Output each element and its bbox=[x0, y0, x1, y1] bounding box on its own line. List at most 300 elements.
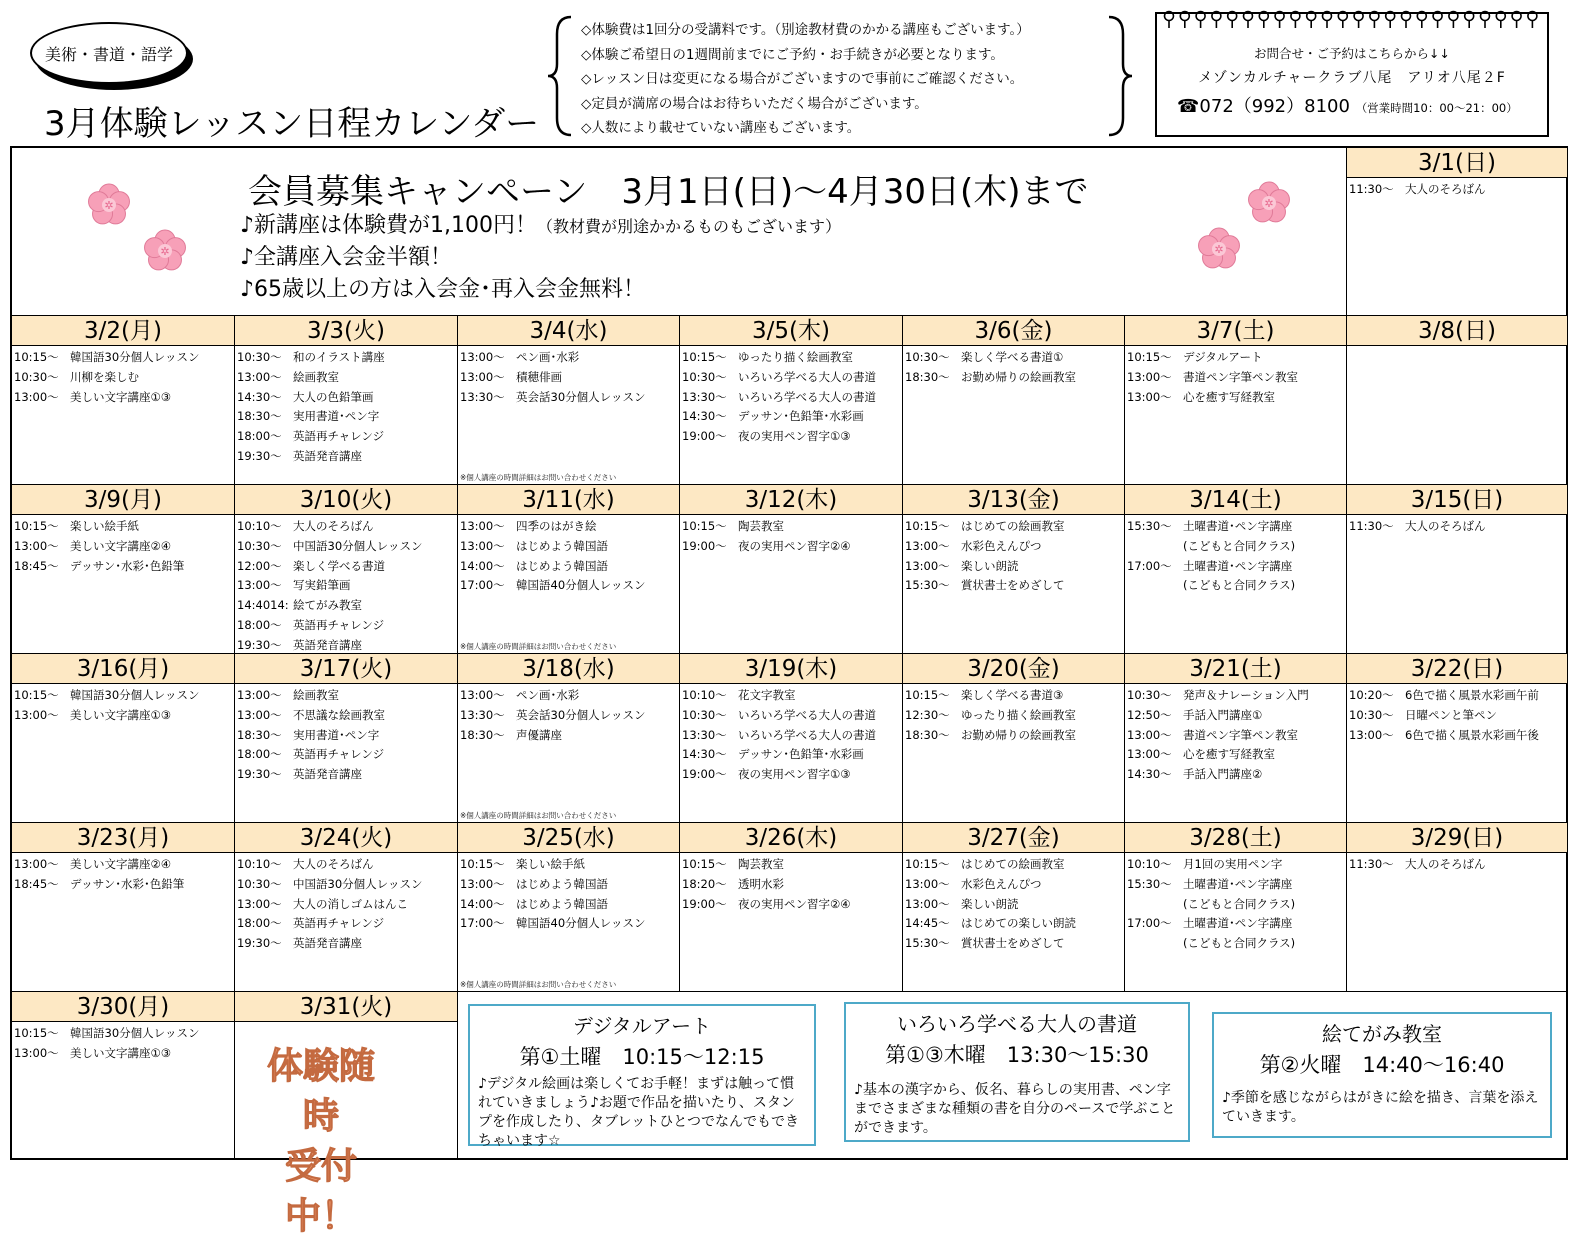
event-time: 13:00～ bbox=[237, 369, 282, 384]
day-date-header: 3/7(土) bbox=[1125, 316, 1346, 346]
event-name: 大人のそろばん bbox=[1405, 519, 1486, 533]
event-name: いろいろ学べる大人の書道 bbox=[738, 707, 876, 722]
event-time: 13:00～ bbox=[14, 1045, 59, 1060]
event-list bbox=[680, 684, 902, 785]
event-row[interactable] bbox=[682, 427, 902, 447]
event-row[interactable] bbox=[460, 348, 679, 368]
event-row[interactable] bbox=[14, 388, 234, 408]
day-cell bbox=[680, 485, 903, 654]
event-list bbox=[1125, 515, 1346, 596]
sakura-icon bbox=[84, 180, 134, 230]
event-row[interactable] bbox=[1127, 348, 1346, 368]
event-time: 13:00～ bbox=[905, 876, 950, 891]
event-time: 13:00～ bbox=[905, 538, 950, 553]
event-row[interactable] bbox=[1127, 517, 1346, 537]
event-name: 中国語30分個人レッスン bbox=[293, 538, 423, 553]
event-row[interactable] bbox=[14, 517, 234, 537]
event-row[interactable] bbox=[682, 765, 902, 785]
note-item: ◇体験ご希望日の1週間前までにご予約・お手続きが必要となります。 bbox=[581, 46, 1004, 63]
category-badge bbox=[30, 22, 188, 84]
info-box-etegami bbox=[1212, 1012, 1552, 1138]
event-row[interactable] bbox=[1349, 726, 1567, 746]
event-name: 楽しく学べる書道③ bbox=[961, 688, 1064, 702]
day-cell bbox=[458, 654, 680, 823]
event-time: 10:30～ bbox=[14, 369, 59, 384]
day-date-header: 3/12(木) bbox=[680, 485, 902, 515]
event-name: 夜の実用ペン習字②④ bbox=[738, 896, 851, 911]
svg-text:✲: ✲ bbox=[160, 245, 170, 258]
day-cell bbox=[903, 823, 1125, 992]
event-time: 13:30～ bbox=[682, 389, 727, 404]
event-name: 陶芸教室 bbox=[738, 519, 784, 533]
event-row[interactable] bbox=[1127, 895, 1346, 915]
campaign-banner bbox=[12, 148, 1347, 316]
notes-block bbox=[545, 14, 1135, 138]
event-row[interactable] bbox=[460, 895, 679, 915]
event-list bbox=[1347, 684, 1567, 745]
day-date-header: 3/9(月) bbox=[12, 485, 234, 515]
day-cell bbox=[903, 485, 1125, 654]
event-time: 10:10～ bbox=[237, 519, 282, 533]
svg-text:✲: ✲ bbox=[1214, 243, 1224, 256]
day-date-header: 3/24(火) bbox=[235, 823, 457, 853]
event-row[interactable] bbox=[1127, 726, 1346, 746]
event-row[interactable] bbox=[237, 636, 457, 656]
event-time: 12:50～ bbox=[1127, 707, 1172, 722]
event-time: 10:30～ bbox=[237, 538, 282, 553]
event-row[interactable] bbox=[682, 686, 902, 706]
event-name: 不思議な絵画教室 bbox=[293, 707, 385, 722]
event-row[interactable] bbox=[1349, 855, 1567, 875]
event-time: 10:15～ bbox=[682, 519, 727, 533]
event-time: 13:00～ bbox=[460, 350, 505, 364]
event-row[interactable] bbox=[460, 368, 679, 388]
event-row[interactable] bbox=[1127, 765, 1346, 785]
event-time: 10:15～ bbox=[14, 519, 59, 533]
event-row[interactable] bbox=[905, 348, 1124, 368]
event-row[interactable] bbox=[905, 895, 1124, 915]
event-time: 10:30～ bbox=[237, 876, 282, 891]
day-cell bbox=[903, 654, 1125, 823]
event-row[interactable] bbox=[237, 368, 457, 388]
event-list bbox=[680, 515, 902, 557]
event-row[interactable] bbox=[1127, 706, 1346, 726]
event-time: 10:15～ bbox=[905, 519, 950, 533]
event-row[interactable] bbox=[1349, 517, 1567, 537]
info-box-time: 第②火曜 14:40～16:40 bbox=[1259, 1053, 1505, 1077]
event-row[interactable] bbox=[460, 576, 679, 596]
event-row[interactable] bbox=[905, 368, 1124, 388]
event-name: 手話入門講座② bbox=[1183, 767, 1263, 782]
day-cell bbox=[680, 823, 903, 992]
event-name: 絵画教室 bbox=[293, 369, 339, 384]
event-row[interactable] bbox=[237, 914, 457, 934]
event-time: 14:30～ bbox=[237, 389, 282, 404]
event-time: 10:15～ bbox=[905, 857, 950, 871]
event-row[interactable] bbox=[1127, 537, 1346, 557]
event-row[interactable] bbox=[1127, 934, 1346, 954]
day-cell bbox=[680, 654, 903, 823]
event-row[interactable] bbox=[460, 557, 679, 577]
event-list bbox=[235, 684, 457, 785]
event-row[interactable] bbox=[1127, 855, 1346, 875]
event-time: 13:00～ bbox=[460, 876, 505, 891]
event-time: 13:00～ bbox=[14, 538, 59, 553]
sakura-icon bbox=[140, 226, 190, 276]
event-row[interactable] bbox=[682, 537, 902, 557]
event-time: 13:30～ bbox=[460, 707, 505, 722]
event-row[interactable] bbox=[237, 855, 457, 875]
event-row[interactable] bbox=[905, 686, 1124, 706]
day-date-header: 3/22(日) bbox=[1347, 654, 1567, 684]
event-row[interactable] bbox=[682, 388, 902, 408]
day-cell bbox=[458, 823, 680, 992]
event-row[interactable] bbox=[682, 517, 902, 537]
event-name: 土曜書道･ペン字講座 bbox=[1183, 916, 1293, 931]
day-date-header: 3/27(金) bbox=[903, 823, 1124, 853]
event-row[interactable] bbox=[14, 1044, 234, 1064]
contact-phone-line bbox=[1177, 92, 1518, 118]
event-list bbox=[12, 346, 234, 407]
event-row[interactable] bbox=[237, 557, 457, 577]
event-name: 英語発音講座 bbox=[293, 637, 362, 652]
day-date-header: 3/8(日) bbox=[1347, 316, 1567, 346]
event-row[interactable] bbox=[237, 447, 457, 467]
event-name: 夜の実用ペン習字①③ bbox=[738, 767, 851, 782]
event-name: はじめての絵画教室 bbox=[961, 519, 1065, 533]
event-name: 絵てがみ教室 bbox=[293, 598, 362, 613]
contact-intro: お問合せ・ご予約はこちらから↓↓ bbox=[1254, 46, 1450, 61]
event-time: 10:30～ bbox=[1349, 707, 1394, 722]
event-row[interactable] bbox=[1127, 875, 1346, 895]
day-cell bbox=[1125, 654, 1347, 823]
day-cell bbox=[12, 316, 235, 485]
event-row[interactable] bbox=[1127, 914, 1346, 934]
event-name: 楽しい朗読 bbox=[961, 558, 1019, 573]
svg-text:✲: ✲ bbox=[1264, 197, 1274, 210]
event-row[interactable] bbox=[682, 407, 902, 427]
event-name: 実用書道･ペン字 bbox=[293, 409, 380, 424]
event-row[interactable] bbox=[905, 557, 1124, 577]
event-time: 10:15～ bbox=[14, 350, 59, 364]
event-row[interactable] bbox=[1127, 576, 1346, 596]
event-row[interactable] bbox=[1349, 180, 1567, 200]
day-date-header: 3/23(月) bbox=[12, 823, 234, 853]
event-name: 英語発音講座 bbox=[293, 767, 362, 782]
event-row[interactable] bbox=[237, 706, 457, 726]
event-name: 積穂俳画 bbox=[516, 369, 562, 384]
event-time: 14:45～ bbox=[905, 916, 950, 931]
event-name: ペン画･水彩 bbox=[516, 350, 580, 364]
event-name: 韓国語40分個人レッスン bbox=[516, 578, 646, 593]
event-name: 美しい文字講座②④ bbox=[70, 538, 172, 553]
note-item: ◇人数により載せていない講座もございます。 bbox=[581, 120, 861, 136]
event-name: いろいろ学べる大人の書道 bbox=[738, 727, 876, 742]
info-box-desc: ♪デジタル絵画は楽しくてお手軽！まずは触って慣れていきましょう♪お題で作品を描いたり、スタンプを作成したり、タブレットひとつでなんでもできちゃいます☆ bbox=[478, 1076, 800, 1149]
event-list bbox=[12, 853, 234, 895]
event-name: (こどもと合同クラス) bbox=[1183, 538, 1296, 553]
event-time: 18:30～ bbox=[460, 727, 505, 742]
event-time: 13:00～ bbox=[460, 519, 505, 533]
day-date-header: 3/25(水) bbox=[458, 823, 679, 853]
event-row[interactable] bbox=[682, 348, 902, 368]
event-list bbox=[1125, 346, 1346, 407]
event-list bbox=[458, 515, 679, 596]
event-row[interactable] bbox=[14, 1024, 234, 1044]
event-row[interactable] bbox=[460, 686, 679, 706]
day-cell bbox=[1347, 316, 1568, 485]
info-box-digital-art bbox=[468, 1004, 816, 1149]
day-date-header: 3/10(火) bbox=[235, 485, 457, 515]
day-date-header: 3/31(火) bbox=[235, 992, 457, 1022]
event-time: 10:30～ bbox=[682, 369, 727, 384]
event-row[interactable] bbox=[460, 388, 679, 408]
event-time: 19:00～ bbox=[682, 429, 727, 444]
event-name: 賞状書士をめざして bbox=[961, 936, 1065, 951]
event-time: 18:45～ bbox=[14, 558, 59, 573]
event-list bbox=[12, 515, 234, 576]
event-name: 賞状書士をめざして bbox=[961, 578, 1065, 593]
event-name: 心を癒す写経教室 bbox=[1183, 747, 1275, 762]
contact-phone[interactable]: ☎072（992）8100 bbox=[1177, 96, 1350, 117]
event-name: 夜の実用ペン習字①③ bbox=[738, 429, 851, 444]
event-time: 19:30～ bbox=[237, 936, 282, 951]
event-name: ゆったり描く絵画教室 bbox=[738, 350, 853, 364]
event-time: 10:10～ bbox=[682, 688, 727, 702]
event-row[interactable] bbox=[14, 706, 234, 726]
day-date-header: 3/14(土) bbox=[1125, 485, 1346, 515]
event-name: デッサン･水彩･色鉛筆 bbox=[70, 876, 185, 891]
event-row[interactable] bbox=[905, 726, 1124, 746]
event-row[interactable] bbox=[682, 368, 902, 388]
day-footnote: ※個人講座の時間詳細はお問い合わせください bbox=[460, 642, 617, 651]
event-name: ペン画･水彩 bbox=[516, 688, 580, 702]
event-row[interactable] bbox=[237, 934, 457, 954]
event-time: 13:00～ bbox=[905, 558, 950, 573]
day-date-header: 3/20(金) bbox=[903, 654, 1124, 684]
event-row[interactable] bbox=[905, 855, 1124, 875]
event-list bbox=[458, 853, 679, 934]
event-time: 19:30～ bbox=[237, 637, 282, 652]
info-box-desc: ♪季節を感じながらはがきに絵を描き、言葉を添えていきます。 bbox=[1222, 1090, 1539, 1125]
event-row[interactable] bbox=[460, 726, 679, 746]
event-row[interactable] bbox=[237, 895, 457, 915]
event-row[interactable] bbox=[14, 686, 234, 706]
event-row[interactable] bbox=[237, 427, 457, 447]
event-time: 14:4014: bbox=[237, 598, 289, 613]
event-name: お勤め帰りの絵画教室 bbox=[961, 727, 1076, 742]
event-name: 英語再チャレンジ bbox=[293, 429, 385, 444]
event-list bbox=[235, 346, 457, 467]
event-row[interactable] bbox=[682, 745, 902, 765]
event-time: 13:00～ bbox=[460, 369, 505, 384]
event-row[interactable] bbox=[237, 576, 457, 596]
event-row[interactable] bbox=[237, 745, 457, 765]
day-cell bbox=[12, 823, 235, 992]
event-row[interactable] bbox=[1127, 388, 1346, 408]
event-name: 英語発音講座 bbox=[293, 936, 362, 951]
event-name: ゆったり描く絵画教室 bbox=[961, 707, 1076, 722]
event-row[interactable] bbox=[682, 706, 902, 726]
event-name: 韓国語30分個人レッスン bbox=[70, 350, 200, 364]
event-name: はじめよう韓国語 bbox=[516, 896, 608, 911]
event-row[interactable] bbox=[237, 537, 457, 557]
event-row[interactable] bbox=[460, 537, 679, 557]
day-date-header: 3/11(水) bbox=[458, 485, 679, 515]
event-name: はじめよう韓国語 bbox=[516, 538, 608, 553]
event-list bbox=[1347, 515, 1567, 537]
event-row[interactable] bbox=[237, 726, 457, 746]
event-row[interactable] bbox=[905, 576, 1124, 596]
event-time: 18:30～ bbox=[237, 409, 282, 424]
event-time: 13:00～ bbox=[1127, 389, 1172, 404]
event-time: 18:20～ bbox=[682, 876, 727, 891]
event-row[interactable] bbox=[905, 914, 1124, 934]
event-time: 18:45～ bbox=[14, 876, 59, 891]
event-name: いろいろ学べる大人の書道 bbox=[738, 389, 876, 404]
event-name: 書道ペン字筆ペン教室 bbox=[1183, 369, 1298, 384]
event-time: 10:15～ bbox=[905, 688, 950, 702]
day-date-header: 3/21(土) bbox=[1125, 654, 1346, 684]
event-row[interactable] bbox=[682, 726, 902, 746]
event-name: (こどもと合同クラス) bbox=[1183, 578, 1296, 593]
event-row[interactable] bbox=[460, 855, 679, 875]
event-name: 楽しい絵手紙 bbox=[516, 857, 585, 871]
promo-line-2: 受付中！ bbox=[284, 1146, 357, 1237]
event-row[interactable] bbox=[237, 348, 457, 368]
event-name: 6色で描く風景水彩画午前 bbox=[1405, 688, 1539, 702]
event-row[interactable] bbox=[1127, 686, 1346, 706]
calendar-grid bbox=[10, 146, 1568, 1237]
event-row[interactable] bbox=[1127, 368, 1346, 388]
event-row[interactable] bbox=[682, 895, 902, 915]
event-time: 10:15～ bbox=[682, 350, 727, 364]
event-name: 絵画教室 bbox=[293, 688, 339, 702]
event-time: 19:00～ bbox=[682, 767, 727, 782]
event-row[interactable] bbox=[237, 875, 457, 895]
campaign-line-3: ♪65歳以上の方は入会金･再入会金無料！ bbox=[240, 277, 646, 302]
event-time: 11:30～ bbox=[1349, 182, 1394, 196]
day-cell bbox=[1347, 485, 1568, 654]
day-date-header: 3/30(月) bbox=[12, 992, 234, 1022]
day-cell bbox=[12, 485, 235, 654]
event-name: 楽しい絵手紙 bbox=[70, 519, 139, 533]
event-list bbox=[903, 684, 1124, 745]
event-time: 10:30～ bbox=[905, 350, 950, 364]
event-row[interactable] bbox=[237, 616, 457, 636]
event-row[interactable] bbox=[237, 596, 457, 616]
event-name: 楽しく学べる書道 bbox=[293, 558, 385, 573]
event-row[interactable] bbox=[682, 875, 902, 895]
event-time: 14:30～ bbox=[682, 747, 727, 762]
event-row[interactable] bbox=[237, 686, 457, 706]
event-time: 13:00～ bbox=[460, 538, 505, 553]
event-name: 6色で描く風景水彩画午後 bbox=[1405, 727, 1539, 742]
event-time: 10:15～ bbox=[460, 857, 505, 871]
event-row[interactable] bbox=[1127, 745, 1346, 765]
event-name: 韓国語40分個人レッスン bbox=[516, 916, 646, 931]
event-time: 10:20～ bbox=[1349, 688, 1394, 702]
event-row[interactable] bbox=[237, 517, 457, 537]
day-cell bbox=[1125, 485, 1347, 654]
event-name: 土曜書道･ペン字講座 bbox=[1183, 519, 1293, 533]
event-row[interactable] bbox=[1127, 557, 1346, 577]
event-row[interactable] bbox=[460, 914, 679, 934]
note-item: ◇定員が満席の場合はお待ちいただく場合がございます。 bbox=[581, 95, 928, 112]
event-row[interactable] bbox=[1349, 686, 1567, 706]
event-time: 18:30～ bbox=[905, 727, 950, 742]
event-row[interactable] bbox=[14, 368, 234, 388]
event-row[interactable] bbox=[905, 537, 1124, 557]
event-row[interactable] bbox=[14, 557, 234, 577]
event-row[interactable] bbox=[905, 934, 1124, 954]
event-time: 18:00～ bbox=[237, 916, 282, 931]
event-list bbox=[1347, 178, 1567, 200]
event-time: 13:00～ bbox=[905, 896, 950, 911]
event-row[interactable] bbox=[14, 855, 234, 875]
day-date-header: 3/13(金) bbox=[903, 485, 1124, 515]
event-list bbox=[1347, 346, 1567, 348]
event-name: 心を癒す写経教室 bbox=[1183, 389, 1275, 404]
event-row[interactable] bbox=[1349, 706, 1567, 726]
promo-line-1: 体験随時 bbox=[266, 1046, 375, 1137]
event-row[interactable] bbox=[14, 875, 234, 895]
event-row[interactable] bbox=[460, 706, 679, 726]
event-time: 10:10～ bbox=[237, 857, 282, 871]
event-row[interactable] bbox=[237, 765, 457, 785]
event-time: 19:30～ bbox=[237, 767, 282, 782]
event-name: 手話入門講座① bbox=[1183, 707, 1263, 722]
event-row[interactable] bbox=[460, 875, 679, 895]
event-row[interactable] bbox=[14, 348, 234, 368]
event-name: デジタルアート bbox=[1183, 350, 1263, 364]
event-time: 11:30～ bbox=[1349, 519, 1394, 533]
day-cell bbox=[12, 992, 235, 1160]
info-box-title: 絵てがみ教室 bbox=[1322, 1022, 1442, 1046]
note-item: ◇体験費は1回分の受講料です。（別途教材費のかかる講座もございます。） bbox=[581, 22, 1030, 38]
day-cell bbox=[235, 823, 458, 992]
event-name: 英会話30分個人レッスン bbox=[516, 389, 646, 404]
event-list bbox=[235, 853, 457, 954]
event-time: 14:30～ bbox=[1127, 767, 1172, 782]
event-row[interactable] bbox=[460, 517, 679, 537]
event-list bbox=[458, 346, 679, 407]
event-name: 透明水彩 bbox=[738, 876, 784, 891]
event-row[interactable] bbox=[14, 537, 234, 557]
event-row[interactable] bbox=[905, 875, 1124, 895]
event-time: 13:00～ bbox=[237, 578, 282, 593]
event-name: 英語再チャレンジ bbox=[293, 617, 385, 632]
event-row[interactable] bbox=[237, 388, 457, 408]
event-row[interactable] bbox=[237, 407, 457, 427]
event-time: 10:30～ bbox=[237, 350, 282, 364]
event-row[interactable] bbox=[905, 706, 1124, 726]
event-time: 13:00～ bbox=[237, 896, 282, 911]
event-row[interactable] bbox=[905, 517, 1124, 537]
event-time: 10:30～ bbox=[1127, 688, 1172, 702]
day-cell bbox=[1125, 316, 1347, 485]
event-list bbox=[903, 515, 1124, 596]
svg-text:✲: ✲ bbox=[104, 199, 114, 212]
day-footnote: ※個人講座の時間詳細はお問い合わせください bbox=[460, 811, 617, 820]
event-name: 水彩色えんぴつ bbox=[961, 876, 1042, 891]
event-row[interactable] bbox=[682, 855, 902, 875]
day-date-header: 3/4(水) bbox=[458, 316, 679, 346]
day-date-header: 3/2(月) bbox=[12, 316, 234, 346]
event-time: 15:30～ bbox=[1127, 519, 1172, 533]
event-time: 13:00～ bbox=[14, 707, 59, 722]
sakura-icon bbox=[1194, 224, 1244, 274]
